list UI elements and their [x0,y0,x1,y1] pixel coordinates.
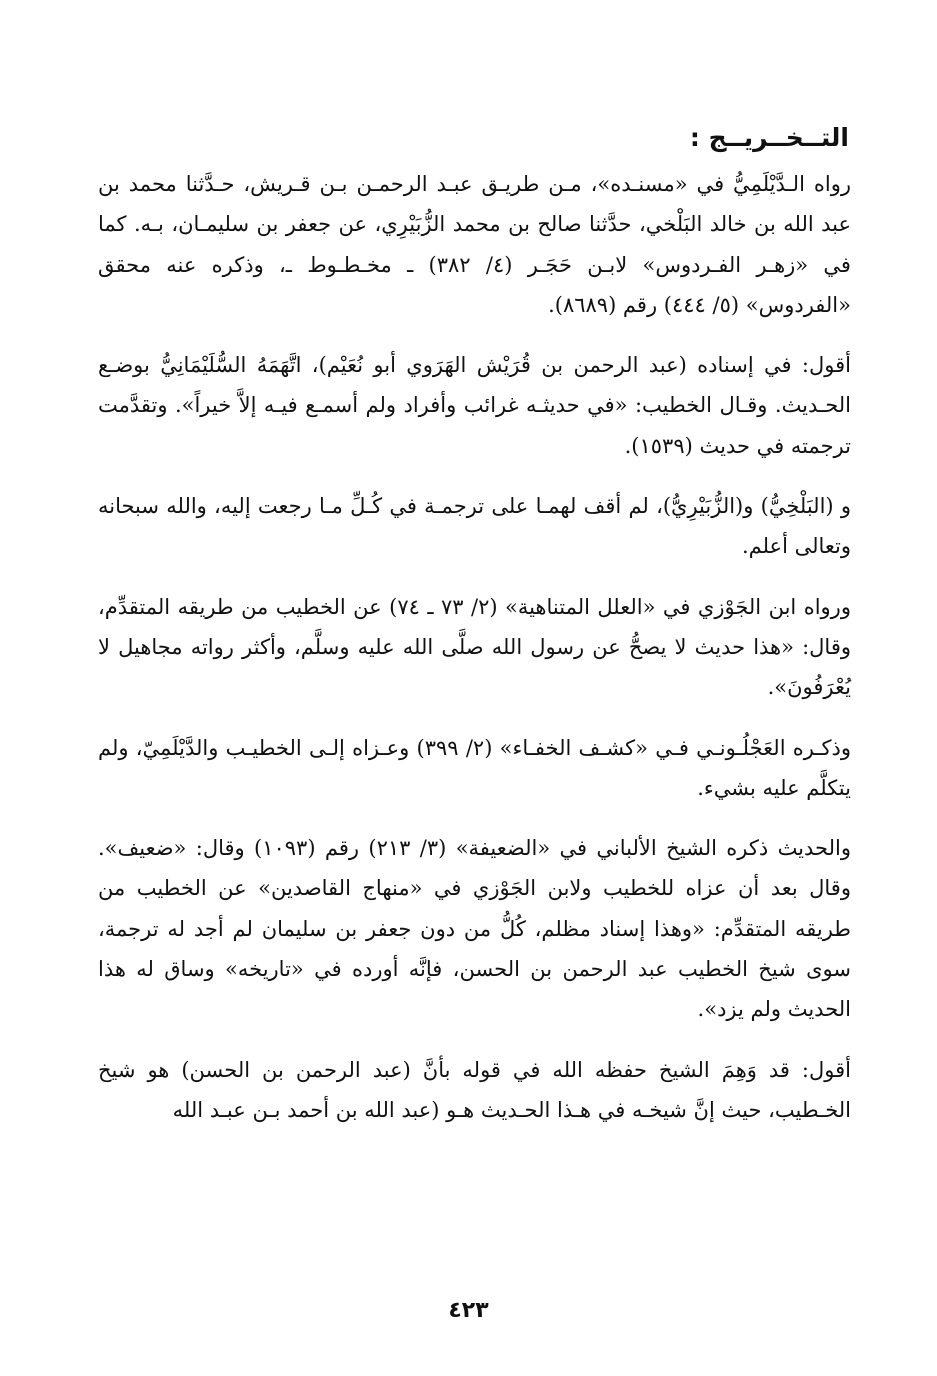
paragraph-2: أقول: في إسناده (عبد الرحمن بن قُرَيْش الهَرَوي أبو نُعَيْم)، اتَّهَمَهُ السُّلَيْمَانِيُّ بوضـع الحـديث. وقـال الخطيب: «في حديثـه غرائب وأفراد ولم أسمـع فيـه إلاَّ خيراً». وتقدَّمت ترجمته في حديث (١٥٣٩). [98,353,851,458]
paragraph-7: أقول: قد وَهِمَ الشيخ حفظه الله في قوله بأنَّ (عبد الرحمن بن الحسن) هو شيخ الخـطيب، حيث إنَّ شيخـه في هـذا الحـديث هـو (عبد الله بن أحمد بـن عبـد الله [98,1057,851,1122]
page-number: ٤٢٣ [448,1298,489,1323]
paragraph-3: و (البَلْخِيُّ) و(الزُّبَيْرِيُّ)، لم أقف لهمـا على ترجمـة في كُـلِّ مـا رجعت إليه، والله سبحانه وتعالى أعلم. [98,494,851,559]
paragraph-1: رواه الـدَّيْلَمِيُّ في «مسنـده»، مـن طريـق عبـد الرحمـن بـن قـريش، حـدَّثنا محمد بن عبد الله بن خالد البَلْخي، حدَّثنا صالح بن محمد الزُّبَيْرِي، عن جعفر بن سليمـان، بـه. كما في «زهـر الفـردوس» لابـن حَجَـر (٤/ ٣٨٢) ـ مخـطـوط ـ، وذكره عنه محقق «الفردوس» (٥/ ٤٤٤) رقم (٨٦٨٩). [98,172,851,317]
paragraph-6: والحديث ذكره الشيخ الألباني في «الضعيفة» (٣/ ٢١٣) رقم (١٠٩٣) وقال: «ضعيف». وقال بعد أن عزاه للخطيب ولابن الجَوْزي في «منهاج القاصدين» عن الخطيب من طريقه المتقدِّم: «وهذا إسناد مظلم، كُلُّ من دون جعفر بن سليمان لم أجد له ترجمة، سوى شيخ الخطيب عبد الرحمن بن الحسن، فإنَّه أورده في «تاريخه» وساق له هذا الحديث ولم يزد». [98,836,851,1022]
paragraph-4: ورواه ابن الجَوْزي في «العلل المتناهية» (٢/ ٧٣ ـ ٧٤) عن الخطيب من طريقه المتقدِّم، وقال: «هذا حديث لا يصحُّ عن رسول الله صلَّى الله عليه وسلَّم، وأكثر رواته مجاهيل لا يُعْرَفُونَ». [98,594,851,700]
page-content [98,118,851,1150]
paragraph-5: وذكـره العَجْلُـونـي فـي «كشـف الخفـاء» (٢/ ٣٩٩) وعـزاه إلـى الخطيـب والدَّيْلَمِيّ، ولم يتكلَّم عليه بشيء. [98,735,851,800]
section-heading: التــخــريــج : [689,123,849,152]
